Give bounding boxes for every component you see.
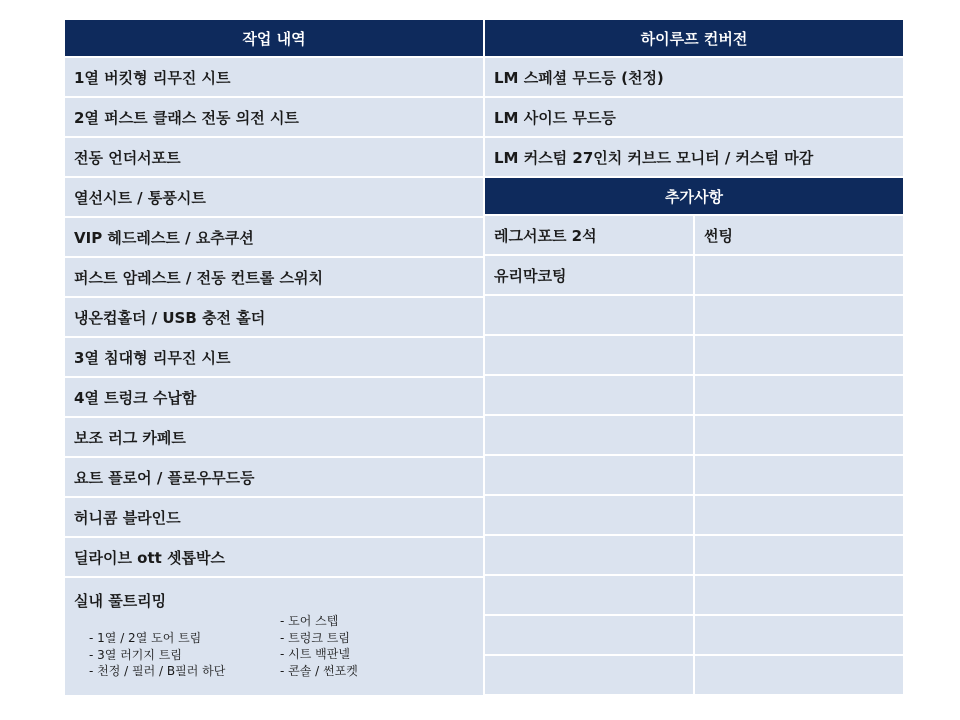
work-item: 허니콤 블라인드: [65, 498, 483, 536]
high-roof-column: [485, 20, 903, 694]
extras-cell: [485, 656, 693, 694]
extras-row: [485, 456, 903, 494]
extras-cell: [695, 536, 903, 574]
extras-cell: [695, 416, 903, 454]
extras-header: 추가사항: [485, 178, 903, 214]
trim-subitem: - 시트 백판넬: [280, 646, 358, 663]
extras-cell: [695, 496, 903, 534]
extras-row: [485, 416, 903, 454]
high-roof-item: LM 사이드 무드등: [485, 98, 903, 136]
extras-cell: 썬팅: [695, 216, 903, 254]
extras-row: [485, 536, 903, 574]
work-item: 요트 플로어 / 플로우무드등: [65, 458, 483, 496]
extras-row: [485, 656, 903, 694]
work-item: 1열 버킷형 리무진 시트: [65, 58, 483, 96]
extras-row: [485, 216, 903, 254]
work-item: 3열 침대형 리무진 시트: [65, 338, 483, 376]
extras-cell: [695, 576, 903, 614]
trim-subitem: - 콘솔 / 썬포켓: [280, 663, 358, 680]
extras-cell: [695, 296, 903, 334]
extras-row: [485, 336, 903, 374]
trim-subitem: - 3열 러기지 트림: [89, 647, 225, 664]
trim-sublist-left: [89, 630, 225, 680]
extras-cell: [695, 656, 903, 694]
extras-row: [485, 296, 903, 334]
work-item: 전동 언더서포트: [65, 138, 483, 176]
trim-subitem: - 1열 / 2열 도어 트림: [89, 630, 225, 647]
work-item: 냉온컵홀더 / USB 충전 홀더: [65, 298, 483, 336]
high-roof-item: LM 스페셜 무드등 (천정): [485, 58, 903, 96]
extras-cell: [695, 456, 903, 494]
extras-row: [485, 576, 903, 614]
trim-subitem: - 천정 / 필러 / B필러 하단: [89, 663, 225, 680]
trim-sublist-right: [280, 613, 358, 679]
work-item: 열선시트 / 통풍시트: [65, 178, 483, 216]
work-item: 퍼스트 암레스트 / 전동 컨트롤 스위치: [65, 258, 483, 296]
high-roof-item: LM 커스텀 27인치 커브드 모니터 / 커스텀 마감: [485, 138, 903, 176]
work-list-header: 작업 내역: [65, 20, 483, 56]
work-item: 2열 퍼스트 클래스 전동 의전 시트: [65, 98, 483, 136]
extras-cell: [485, 576, 693, 614]
extras-cell: [695, 376, 903, 414]
extras-cell: [485, 536, 693, 574]
extras-cell: 유리막코팅: [485, 256, 693, 294]
extras-cell: [485, 416, 693, 454]
extras-cell: [695, 256, 903, 294]
work-item: 딜라이브 ott 셋톱박스: [65, 538, 483, 576]
interior-trim-item: [65, 578, 483, 695]
extras-cell: [695, 336, 903, 374]
trim-subitem: - 트렁크 트림: [280, 630, 358, 647]
extras-cell: [485, 336, 693, 374]
extras-cell: [695, 616, 903, 654]
work-list-column: [65, 20, 483, 695]
work-item: VIP 헤드레스트 / 요추쿠션: [65, 218, 483, 256]
high-roof-header: 하이루프 컨버전: [485, 20, 903, 56]
extras-cell: [485, 456, 693, 494]
work-table: [65, 20, 903, 696]
extras-row: [485, 496, 903, 534]
work-item: 4열 트렁크 수납함: [65, 378, 483, 416]
extras-row: [485, 616, 903, 654]
extras-cell: [485, 616, 693, 654]
interior-trim-label: 실내 풀트리밍: [74, 592, 167, 610]
extras-cell: 레그서포트 2석: [485, 216, 693, 254]
extras-cell: [485, 496, 693, 534]
extras-row: [485, 376, 903, 414]
extras-row: [485, 256, 903, 294]
extras-cell: [485, 376, 693, 414]
trim-subitem: - 도어 스텝: [280, 613, 358, 630]
work-item: 보조 러그 카페트: [65, 418, 483, 456]
extras-cell: [485, 296, 693, 334]
